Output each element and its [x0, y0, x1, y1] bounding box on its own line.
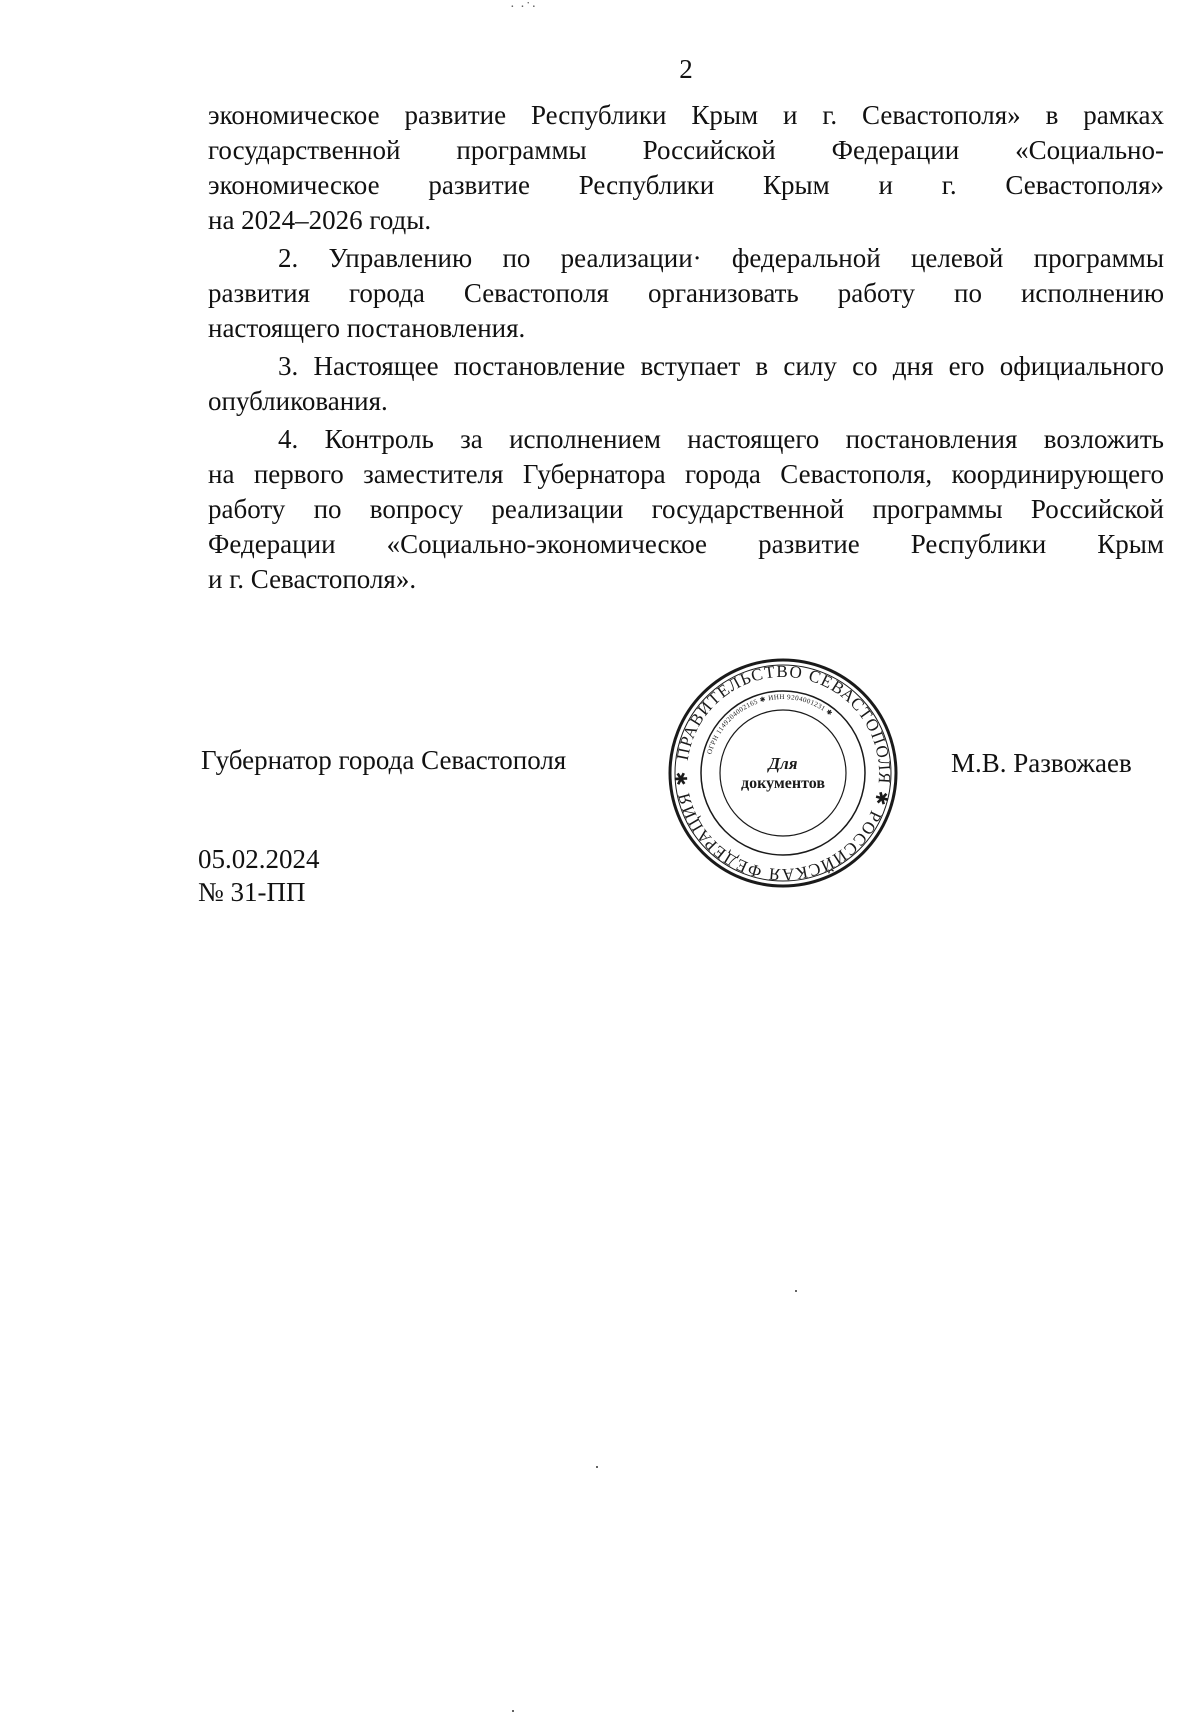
- paragraph-2: [208, 241, 1164, 276]
- paragraph-4-line: работу по вопросу реализации государственной программы Российской: [208, 494, 1164, 524]
- paragraph-3-cont: [208, 384, 1164, 419]
- seal-outer-text: ПРАВИТЕЛЬСТВО СЕВАСТОПОЛЯ ✱ РОССИЙСКАЯ ФЕДЕРАЦИЯ ✱: [671, 661, 895, 885]
- page-number: 2: [679, 54, 693, 84]
- paragraph-2-line: развития города Севастополя организовать работу по исполнению: [208, 278, 1164, 308]
- paragraph-1-line: экономическое развитие Республики Крым и г. Севастополя» в рамках: [208, 100, 1164, 130]
- paragraph-2-line: 2. Управлению по реализации· федеральной целевой программы: [278, 243, 1164, 273]
- paragraph-3: [208, 349, 1164, 384]
- seal-center-line-2: документов: [741, 775, 825, 792]
- document-date: 05.02.2024: [198, 844, 320, 874]
- scan-speck: [596, 1466, 598, 1468]
- official-seal: [667, 657, 899, 889]
- seal-inner-text: ОГРН 1149204002165 ✱ ИНН 9204001231 ✱: [705, 692, 835, 756]
- paragraph-3-line: 3. Настоящее постановление вступает в силу со дня его официального: [278, 351, 1164, 381]
- signer-name: М.В. Развожаев: [951, 748, 1132, 778]
- seal-middle-ring: [701, 691, 865, 855]
- paragraph-3-line: опубликования.: [208, 386, 388, 416]
- seal-center-line-1: Для: [768, 754, 798, 773]
- scan-speck: [795, 1290, 797, 1292]
- paragraph-2-cont: [208, 276, 1164, 346]
- paragraph-4-cont: [208, 457, 1164, 597]
- document-number: № 31-ПП: [198, 877, 306, 907]
- seal-inner-ring: [720, 710, 846, 836]
- scan-speck: [512, 1710, 514, 1712]
- paragraph-4-line: на первого заместителя Губернатора города Севастополя, координирующего: [208, 459, 1164, 489]
- paragraph-1: [208, 98, 1164, 238]
- scan-artifact-mark: · ·˙·: [510, 0, 538, 15]
- paragraph-1-line: на 2024–2026 годы.: [208, 205, 432, 235]
- paragraph-4-line: 4. Контроль за исполнением настоящего постановления возложить: [278, 424, 1164, 454]
- paragraph-4-line: Федерации «Социально-экономическое развитие Республики Крым: [208, 529, 1164, 559]
- paragraph-1-line: экономическое развитие Республики Крым и г. Севастополя»: [208, 170, 1164, 200]
- resolution-body: [208, 98, 1164, 597]
- paragraph-2-line: настоящего постановления.: [208, 313, 526, 343]
- paragraph-4-line: и г. Севастополя».: [208, 564, 417, 594]
- signer-title: Губернатор города Севастополя: [201, 745, 567, 775]
- paragraph-4: [208, 422, 1164, 457]
- paragraph-1-line: государственной программы Российской Федерации «Социально-: [208, 135, 1164, 165]
